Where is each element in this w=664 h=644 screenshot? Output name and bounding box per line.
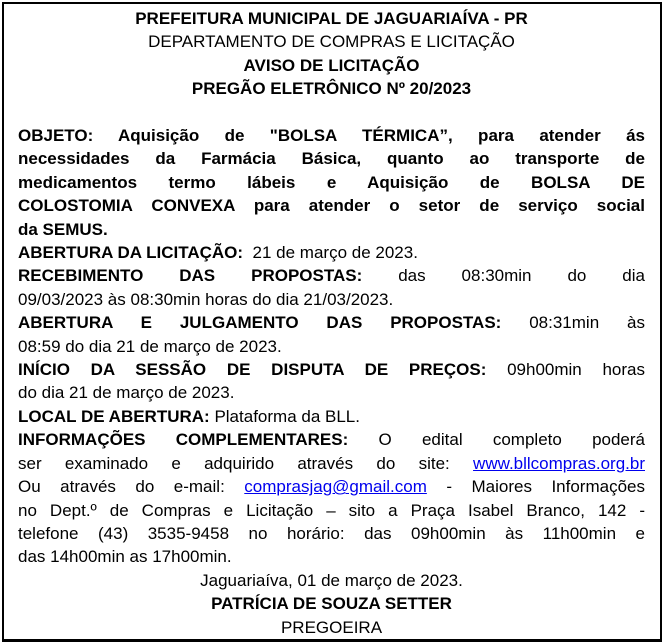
signer-role-text: PREGOEIRA	[280, 617, 383, 637]
objeto-line-1	[18, 124, 645, 147]
auction-number-line	[18, 77, 645, 100]
notice-footer	[18, 569, 645, 639]
header-spacer	[18, 101, 645, 124]
julgamento-value: 08:59 do dia 21 de março de 2023.	[18, 336, 282, 356]
signer-role-line	[18, 616, 645, 639]
informacoes-text: O edital completo poderá	[348, 430, 645, 450]
objeto-line-4	[18, 194, 645, 217]
abertura-licitacao-value: 21 de março de 2023.	[243, 243, 418, 263]
licitacao-notice-sheet	[2, 2, 662, 642]
signer-name-line	[18, 592, 645, 615]
local-abertura-value: Plataforma da BLL.	[209, 406, 360, 426]
org-title-line	[18, 7, 645, 30]
email-link[interactable]: comprasjag@gmail.com	[244, 477, 427, 497]
julgamento-value: 08:31min às	[501, 313, 645, 333]
informacoes-line-2	[18, 452, 645, 475]
inicio-sessao-value: do dia 21 de março de 2023.	[18, 383, 235, 403]
inicio-sessao-value: 09h00min horas	[486, 360, 645, 380]
informacoes-text: - Maiores Informações	[426, 477, 645, 497]
objeto-text: da SEMUS.	[18, 219, 108, 239]
objeto-text: necessidades da Farmácia Básica, quanto ao transporte de	[18, 149, 645, 169]
recebimento-value: das 08:30min do dia	[362, 266, 645, 286]
informacoes-text: no Dept.º de Compras e Licitação – sito a Praça Isabel Branco, 142 -	[18, 500, 645, 520]
notice-header	[18, 7, 645, 124]
informacoes-text: ser examinado e adquirido através do site:	[18, 453, 474, 473]
inicio-sessao-line-2	[18, 381, 645, 404]
notice-type-line	[18, 54, 645, 77]
objeto-text: OBJETO: Aquisição de "BOLSA TÉRMICA”, para atender ás	[18, 126, 645, 146]
auction-number-text: PREGÃO ELETRÔNICO Nº 20/2023	[191, 79, 472, 99]
informacoes-label: INFORMAÇÕES COMPLEMENTARES:	[18, 430, 349, 450]
recebimento-label: RECEBIMENTO DAS PROPOSTAS:	[18, 266, 363, 286]
inicio-sessao-label: INÍCIO DA SESSÃO DE DISPUTA DE PREÇOS:	[18, 360, 487, 380]
informacoes-line-3	[18, 475, 645, 498]
local-abertura-line	[18, 405, 645, 428]
bll-site-link[interactable]: www.bllcompras.org.br	[473, 453, 645, 473]
notice-type-text: AVISO DE LICITAÇÃO	[243, 55, 420, 75]
department-line	[18, 30, 645, 53]
department-text: DEPARTAMENTO DE COMPRAS E LICITAÇÃO	[148, 32, 515, 52]
signer-name-text: PATRÍCIA DE SOUZA SETTER	[211, 594, 452, 614]
org-title-text: PREFEITURA MUNICIPAL DE JAGUARIAÍVA - PR	[135, 9, 528, 28]
recebimento-line-2	[18, 288, 645, 311]
objeto-line-5	[18, 218, 645, 241]
objeto-text: medicamentos termo lábeis e Aquisição de BOLSA DE	[18, 172, 645, 192]
julgamento-line-1	[18, 311, 645, 334]
informacoes-text: Ou através do e-mail:	[18, 477, 245, 497]
informacoes-line-5	[18, 522, 645, 545]
date-place-text: Jaguariaíva, 01 de março de 2023.	[200, 570, 463, 590]
date-place-line	[18, 569, 645, 592]
julgamento-label: ABERTURA E JULGAMENTO DAS PROPOSTAS:	[18, 313, 502, 333]
recebimento-value: 09/03/2023 às 08:30min horas do dia 21/03/2023.	[18, 289, 394, 309]
notice-body	[18, 124, 645, 569]
julgamento-line-2	[18, 335, 645, 358]
informacoes-line-4	[18, 499, 645, 522]
abertura-licitacao-label: ABERTURA DA LICITAÇÃO:	[18, 243, 244, 263]
abertura-licitacao-line	[18, 241, 645, 264]
objeto-line-3	[18, 171, 645, 194]
objeto-line-2	[18, 147, 645, 170]
recebimento-line-1	[18, 264, 645, 287]
inicio-sessao-line-1	[18, 358, 645, 381]
informacoes-text: telefone (43) 3535-9458 no horário: das 09h00min às 11h00min e	[18, 523, 645, 543]
informacoes-text: das 14h00min as 17h00min.	[18, 547, 232, 567]
informacoes-line-6	[18, 545, 645, 568]
informacoes-line-1	[18, 428, 645, 451]
local-abertura-label: LOCAL DE ABERTURA:	[18, 406, 210, 426]
objeto-text: COLOSTOMIA CONVEXA para atender o setor de serviço social	[18, 196, 645, 216]
